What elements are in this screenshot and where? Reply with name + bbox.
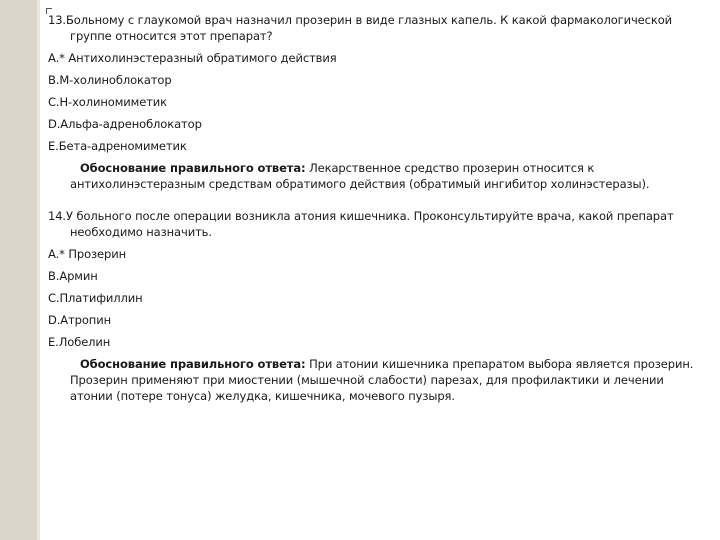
question-13: 13.Больному с глаукомой врач назначил прозерин в виде глазных капель. К какой фармакологической группе относится этот препарат? bbox=[48, 13, 673, 43]
q14-explanation bbox=[48, 356, 698, 404]
q14-explanation-label: Обоснование правильного ответа: bbox=[80, 357, 306, 371]
q13-option-a: A.* Антихолинэстеразный обратимого действия bbox=[48, 51, 337, 65]
q14-option-c: C.Платифиллин bbox=[48, 291, 143, 305]
q13-option-e: E.Бета-адреномиметик bbox=[48, 139, 187, 153]
q13-explanation bbox=[48, 160, 698, 192]
q14-option-b: B.Армин bbox=[48, 269, 98, 283]
question-14: 14.У больного после операции возникла атония кишечника. Проконсультируйте врача, какой препарат необходимо назначить. bbox=[48, 209, 674, 239]
q13-option-d: D.Альфа-адреноблокатор bbox=[48, 117, 202, 131]
left-band-edge bbox=[37, 0, 40, 540]
q14-option-d: D.Атропин bbox=[48, 313, 112, 327]
q14-explanation-text: При атонии кишечника препаратом выбора является прозерин. Прозерин применяют при миостении (мышечной слабости) парезах, для профилактики и лечении атонии (потере тонуса) желудка, кишечника, мочевого пузыря. bbox=[70, 357, 694, 403]
slide-content bbox=[48, 12, 698, 404]
q13-option-b: B.М-холиноблокатор bbox=[48, 73, 172, 87]
q13-explanation-text: Лекарственное средство прозерин относится к антихолинэстеразным средствам обратимого действия (обратимый ингибитор холинэстеразы). bbox=[70, 161, 650, 191]
q13-option-c: C.Н-холиномиметик bbox=[48, 95, 168, 109]
q14-option-e: E.Лобелин bbox=[48, 335, 111, 349]
left-decorative-band bbox=[0, 0, 37, 540]
q13-explanation-label: Обоснование правильного ответа: bbox=[80, 161, 306, 175]
q14-option-a: A.* Прозерин bbox=[48, 247, 126, 261]
